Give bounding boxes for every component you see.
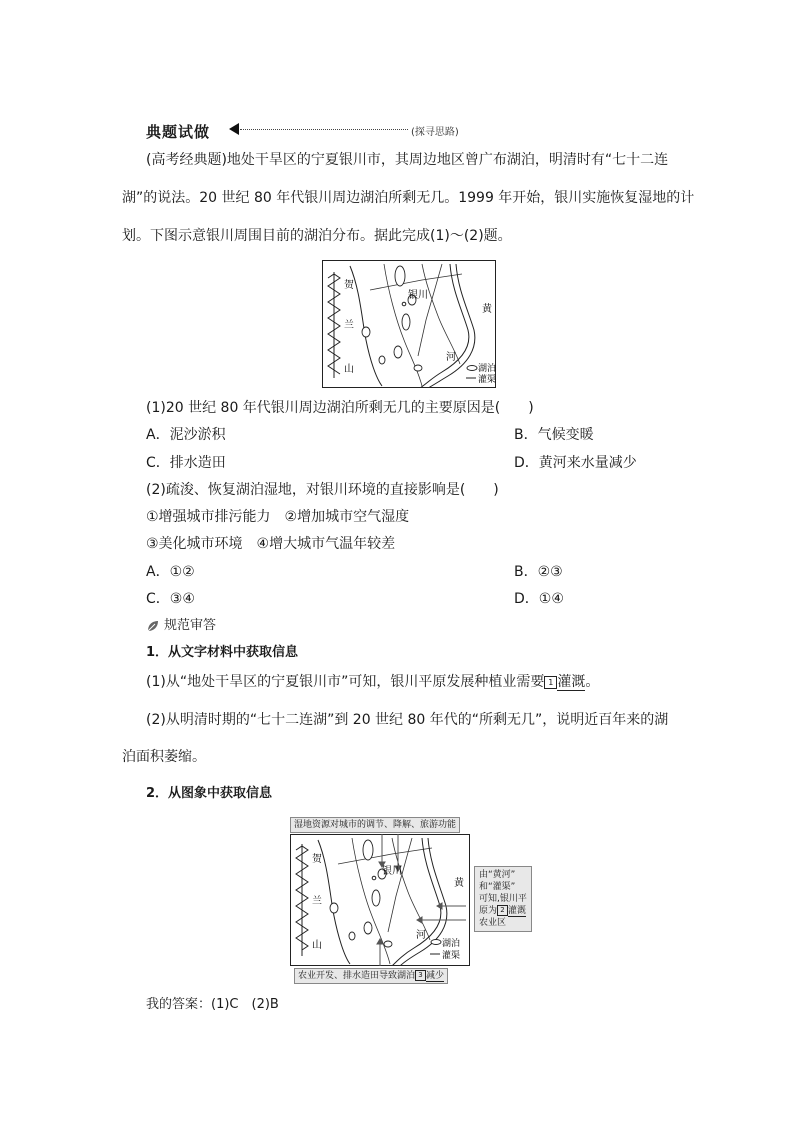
- q2-statements-2: ③美化城市环境 ④增大城市气温年较差: [146, 536, 396, 552]
- bottom-callout-text: 农业开发、排水造田导致湖泊: [298, 971, 416, 981]
- section-tag: (探寻思路): [411, 127, 459, 138]
- section-title: 典题试做: [146, 123, 211, 141]
- q2-option-a: A．①②: [146, 564, 195, 580]
- review-p2-line-1: (2)从明清时期的“七十二连湖”到 20 世纪 80 年代的“所剩无几”，说明近百年来的湖: [146, 712, 669, 728]
- my-answer: 我的答案：(1)C (2)B: [146, 997, 279, 1012]
- side-callout-line-3: 可知,银川平: [479, 894, 527, 904]
- map2-label-river: 河: [416, 930, 426, 941]
- side-callout-line-4a: 原为: [479, 906, 498, 916]
- review-p1-key: 灌溉: [557, 674, 586, 690]
- review-section-1: 1．从文字材料中获取信息: [146, 645, 299, 660]
- legend-canal: 灌渠: [478, 375, 496, 385]
- marker-2: 2: [497, 905, 508, 916]
- dotted-leader: [240, 129, 408, 130]
- review-p1-end: 。: [585, 674, 600, 690]
- triangle-pointer-icon: [229, 123, 239, 135]
- marker-1: 1: [544, 676, 557, 689]
- marker-3: 3: [415, 970, 426, 981]
- q1-option-b: B．气候变暖: [514, 427, 594, 443]
- side-callout: [474, 866, 532, 932]
- side-callout-line-2: 和“灌渠”: [479, 882, 516, 892]
- review-p1-text: (1)从“地处干旱区的宁夏银川市”可知，银川平原发展种植业需要: [146, 674, 545, 690]
- q2-stem: (2)疏浚、恢复湖泊湿地，对银川环境的直接影响是( ): [146, 482, 499, 498]
- intro-line-1: (高考经典题)地处干旱区的宁夏银川市，其周边地区曾广布湖泊，明清时有“七十二连: [146, 152, 669, 168]
- map2-legend-canal: 灌渠: [442, 951, 461, 961]
- q1-option-d: D．黄河来水量减少: [514, 455, 637, 471]
- map2-legend-lake: 湖泊: [442, 939, 461, 949]
- q2-option-d: D．①④: [514, 591, 564, 607]
- side-callout-line-1: 由“黄河”: [479, 870, 516, 880]
- q2-statements-1: ①增强城市排污能力 ②增加城市空气湿度: [146, 509, 410, 525]
- review-section-2: 2．从图象中获取信息: [146, 786, 273, 801]
- map2-label-yinchuan: 银川: [382, 866, 402, 877]
- map2-label-shan: 山: [312, 940, 322, 951]
- map2-label-lan: 兰: [312, 896, 322, 907]
- leaf-icon: [146, 618, 160, 632]
- map-label-river: 河: [446, 352, 456, 363]
- q1-option-c: C．排水造田: [146, 455, 226, 471]
- review-title: 规范审答: [164, 618, 217, 633]
- bottom-callout: [294, 968, 448, 984]
- q1-option-a: A．泥沙淤积: [146, 427, 226, 443]
- legend-lake: 湖泊: [478, 364, 496, 374]
- side-callout-line-5: 农业区: [479, 918, 507, 928]
- q1-stem: (1)20 世纪 80 年代银川周边湖泊所剩无几的主要原因是( ): [146, 400, 534, 416]
- annotated-lake-map: [290, 834, 470, 966]
- map-label-he: 贺: [344, 280, 354, 291]
- q2-option-c: C．③④: [146, 591, 195, 607]
- side-callout-line-4b: 灌溉: [508, 906, 527, 916]
- top-callout: 湿地资源对城市的调节、降解、旅游功能: [290, 817, 460, 833]
- intro-line-2: 湖”的说法。20 世纪 80 年代银川周边湖泊所剩无几。1999 年开始，银川实施恢复湿地的计: [122, 190, 695, 206]
- map-label-yinchuan: 银川: [408, 290, 428, 301]
- review-p2-line-2: 泊面积萎缩。: [122, 749, 206, 765]
- map-label-shan: 山: [344, 364, 354, 375]
- map-label-lan: 兰: [344, 320, 354, 331]
- q2-option-b: B．②③: [514, 564, 563, 580]
- intro-line-3: 划。下图示意银川周围目前的湖泊分布。据此完成(1)～(2)题。: [122, 228, 512, 244]
- map-label-huang: 黄: [482, 304, 492, 315]
- review-p1: [146, 672, 599, 692]
- map2-label-he: 贺: [312, 854, 322, 865]
- lake-distribution-map: [322, 260, 496, 388]
- bottom-callout-key: 减少: [426, 971, 445, 981]
- map2-label-huang: 黄: [454, 878, 464, 889]
